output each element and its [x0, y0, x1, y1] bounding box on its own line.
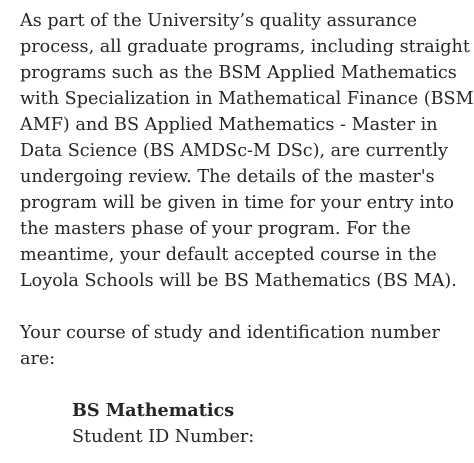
paragraph-line: As part of the University’s quality assurance — [20, 11, 417, 31]
paragraph-line: Your course of study and identification number — [20, 323, 440, 343]
letter-body — [20, 8, 474, 450]
paragraph-line: the masters phase of your program. For the — [20, 219, 411, 239]
program-review-paragraph — [20, 8, 474, 294]
paragraph-line: AMF) and BS Applied Mathematics - Master in — [20, 115, 438, 135]
paragraph-line: program will be given in time for your entry into — [20, 193, 454, 213]
paragraph-line: undergoing review. The details of the master's — [20, 167, 435, 187]
paragraph-line: Data Science (BS AMDSc-M DSc), are currently — [20, 141, 448, 161]
student-id-label: Student ID Number: — [72, 427, 255, 447]
paragraph-line: programs such as the BSM Applied Mathematics — [20, 63, 457, 83]
paragraph-spacer — [20, 372, 470, 398]
course-details — [20, 398, 470, 450]
paragraph-line: are: — [20, 349, 56, 369]
paragraph-spacer — [20, 294, 470, 320]
paragraph-line: meantime, your default accepted course in the — [20, 245, 437, 265]
course-name: BS Mathematics — [72, 400, 235, 421]
paragraph-line: with Specialization in Mathematical Finance (BSM — [20, 89, 474, 109]
course-intro-paragraph — [20, 320, 470, 372]
paragraph-line: Loyola Schools will be BS Mathematics (BS MA). — [20, 271, 457, 291]
paragraph-line: process, all graduate programs, including straight — [20, 37, 470, 57]
